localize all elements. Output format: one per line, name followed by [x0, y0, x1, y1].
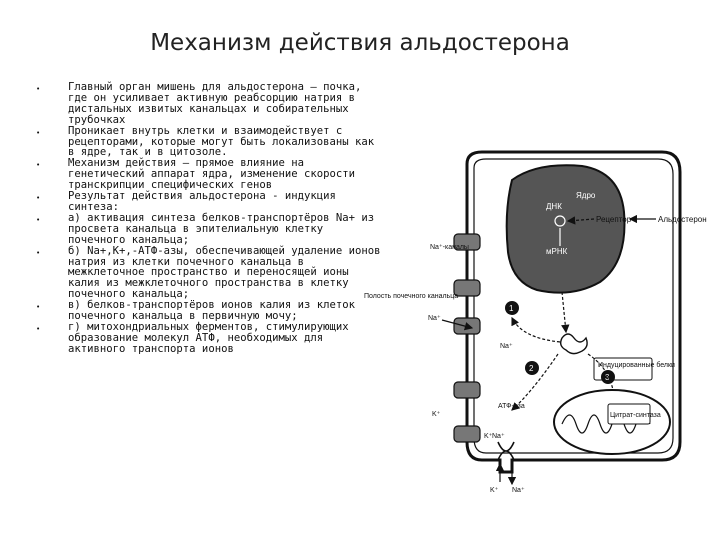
mrna-label: мРНК — [546, 247, 568, 256]
k-label: K⁺ — [484, 433, 493, 440]
aldosterone-label: Альдостерон — [658, 215, 707, 224]
bullet-dot: • — [36, 303, 41, 312]
translation-arrow — [562, 292, 566, 332]
step-2-label: 2 — [529, 364, 534, 373]
list-item — [36, 213, 384, 246]
receptor-label: Рецептор — [596, 215, 632, 224]
induced-proteins-icon — [561, 334, 587, 354]
list-item — [36, 126, 384, 159]
na-label: Na⁺ — [428, 315, 441, 322]
na-label: Na⁺ — [492, 433, 505, 440]
induced-proteins-label: Индуцированные белки — [598, 362, 675, 369]
k-label: K⁺ — [490, 487, 499, 494]
bullet-text: б) Na+,K+,-АТФ-азы, обеспечивающей удаление ионов натрия из клетки почечного канальца в межклеточное пространство и переносящей ионы калия из межклеточного пространства в клетку почечного канальца; — [68, 244, 381, 301]
bullet-dot: • — [36, 215, 41, 224]
protein-to-channel-arrow — [512, 318, 560, 342]
list-item — [36, 300, 384, 322]
list-item — [36, 158, 384, 191]
bullet-text: Результат действия альдостерона - индукция синтеза: — [68, 190, 336, 213]
step-1-label: 1 — [509, 304, 514, 313]
bullet-dot: • — [36, 194, 41, 203]
list-item — [36, 322, 384, 355]
na-channel — [454, 318, 480, 334]
atpase-pump-icon — [498, 442, 514, 460]
nucleus — [507, 165, 625, 292]
k-label: K⁺ — [432, 411, 441, 418]
dna-label: ДНК — [546, 202, 562, 211]
bullet-text: в) белков-транспортёров ионов калия из клеток почечного канальца в первичную мочу; — [68, 299, 356, 323]
aldosterone-mechanism-diagram — [362, 142, 720, 532]
list-item — [36, 191, 384, 213]
bullet-dot: • — [36, 248, 41, 257]
bullet-dot: • — [36, 128, 41, 137]
step-3-label: 3 — [605, 373, 610, 382]
atpase-label: АТФ-аза — [498, 403, 525, 410]
nucleus-label: Ядро — [576, 191, 596, 200]
bullet-dot: • — [36, 85, 41, 93]
list-item — [36, 82, 384, 126]
bullet-dot: • — [36, 161, 41, 170]
na-channels-label: Na⁺-каналы — [430, 244, 469, 251]
list-item — [36, 246, 384, 301]
bullet-text: Проникает внутрь клетки и взаимодействует с рецепторами, которые могут быть локализованы как в ядре, так и в цитозоле. — [68, 124, 375, 159]
bullet-text: а) активация синтеза белков-транспортёров Na+ из просвета канальца в эпителиальную клетку почечного канальца; — [68, 211, 375, 246]
lumen-label: Полость почечного канальца — [364, 293, 459, 300]
bullet-dot: • — [36, 324, 41, 333]
na-label: Na⁺ — [500, 343, 513, 350]
citrate-synthase-label: Цитрат-синтаза — [610, 412, 661, 419]
slide-title: Механизм действия альдостерона — [150, 30, 570, 56]
bullet-text: Механизм действия – прямое влияние на генетический аппарат ядра, изменение скорости транскрипции специфических генов — [68, 157, 356, 192]
bullet-text: Главный орган мишень для альдостерона – почка, где он усиливает активную реабсорцию натрия в дистальных извитых канальцах и собирательных трубочках — [68, 81, 362, 126]
na-label: Na⁺ — [512, 487, 525, 494]
na-channel — [454, 382, 480, 398]
bullet-text: г) митохондриальных ферментов, стимулирующих образование молекул АТФ, необходимых для активного транспорта ионов — [68, 320, 349, 355]
na-channel — [454, 426, 480, 442]
bullet-list — [36, 82, 384, 355]
